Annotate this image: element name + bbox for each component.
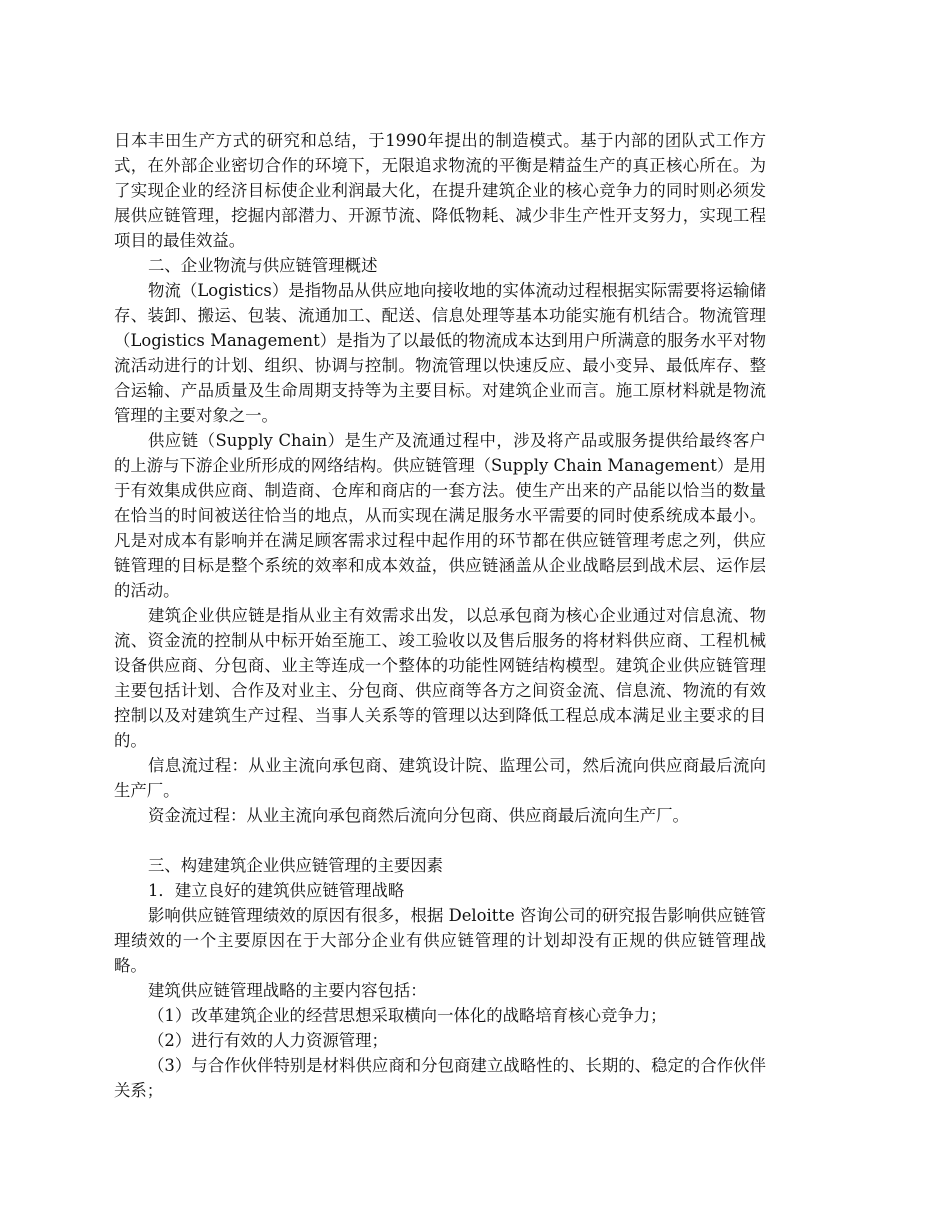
body-paragraph: 建筑企业供应链是指从业主有效需求出发，以总承包商为核心企业通过对信息流、物流、资金流的控制从中标开始至施工、竣工验收以及售后服务的将材料供应商、工程机械设备供应商、分包商、业主等连成一个整体的功能性网链结构模型。建筑企业供应链管理主要包括计划、合作及对业主、分包商、供应商等各方之间资金流、信息流、物流的有效控制以及对建筑生产过程、当事人关系等的管理以达到降低工程总成本满足业主要求的目的。: [114, 606, 766, 750]
body-paragraph: 物流（Logistics）是指物品从供应地向接收地的实体流动过程根据实际需要将运输储存、装卸、搬运、包装、流通加工、配送、信息处理等基本功能实施有机结合。物流管理（Logistics Management）是指为了以最低的物流成本达到用户所满意的服务水平对物流活动进行的计划、组织、协调与控制。物流管理以快速反应、最小变异、最低库存、整合运输、产品质量及生命周期支持等为主要目标。对建筑企业而言。施工原材料就是物流管理的主要对象之一。: [114, 281, 766, 425]
section-heading: 三、构建建筑企业供应链管理的主要因素: [148, 856, 444, 875]
document-page: [114, 128, 766, 1103]
list-item: （3）与合作伙伴特别是材料供应商和分包商建立战略性的、长期的、稳定的合作伙伴关系；: [114, 1056, 766, 1100]
section-heading: 二、企业物流与供应链管理概述: [148, 256, 378, 275]
list-item: （1）改革建筑企业的经营思想采取横向一体化的战略培育核心竞争力；: [148, 1006, 667, 1025]
body-paragraph: 信息流过程：从业主流向承包商、建筑设计院、监理公司，然后流向供应商最后流向生产厂。: [114, 756, 766, 800]
body-paragraph: 日本丰田生产方式的研究和总结，于1990年提出的制造模式。基于内部的团队式工作方式，在外部企业密切合作的环境下，无限追求物流的平衡是精益生产的真正核心所在。为了实现企业的经济目标使企业利润最大化，在提升建筑企业的核心竞争力的同时则必须发展供应链管理，挖掘内部潜力、开源节流、降低物耗、减少非生产性开支努力，实现工程项目的最佳效益。: [114, 131, 766, 250]
body-paragraph: 影响供应链管理绩效的原因有很多，根据 Deloitte 咨询公司的研究报告影响供应链管理绩效的一个主要原因在于大部分企业有供应链管理的计划却没有正规的供应链管理战略。: [114, 906, 766, 975]
list-item: （2）进行有效的人力资源管理；: [148, 1031, 388, 1050]
body-paragraph: 建筑供应链管理战略的主要内容包括：: [148, 981, 427, 1000]
body-paragraph: 供应链（Supply Chain）是生产及流通过程中，涉及将产品或服务提供给最终客户的上游与下游企业所形成的网络结构。供应链管理（Supply Chain Management）是用于有效集成供应商、制造商、仓库和商店的一套方法。使生产出来的产品能以恰当的数量在恰当的时间被送往恰当的地点，从而实现在满足服务水平需要的同时使系统成本最小。凡是对成本有影响并在满足顾客需求过程中起作用的环节都在供应链管理考虑之列，供应链管理的目标是整个系统的效率和成本效益，供应链涵盖从企业战略层到战术层、运作层的活动。: [114, 431, 766, 600]
body-paragraph: 资金流过程：从业主流向承包商然后流向分包商、供应商最后流向生产厂。: [148, 806, 689, 825]
blank-line: [114, 828, 766, 853]
subsection-heading: 1．建立良好的建筑供应链管理战略: [148, 881, 405, 900]
